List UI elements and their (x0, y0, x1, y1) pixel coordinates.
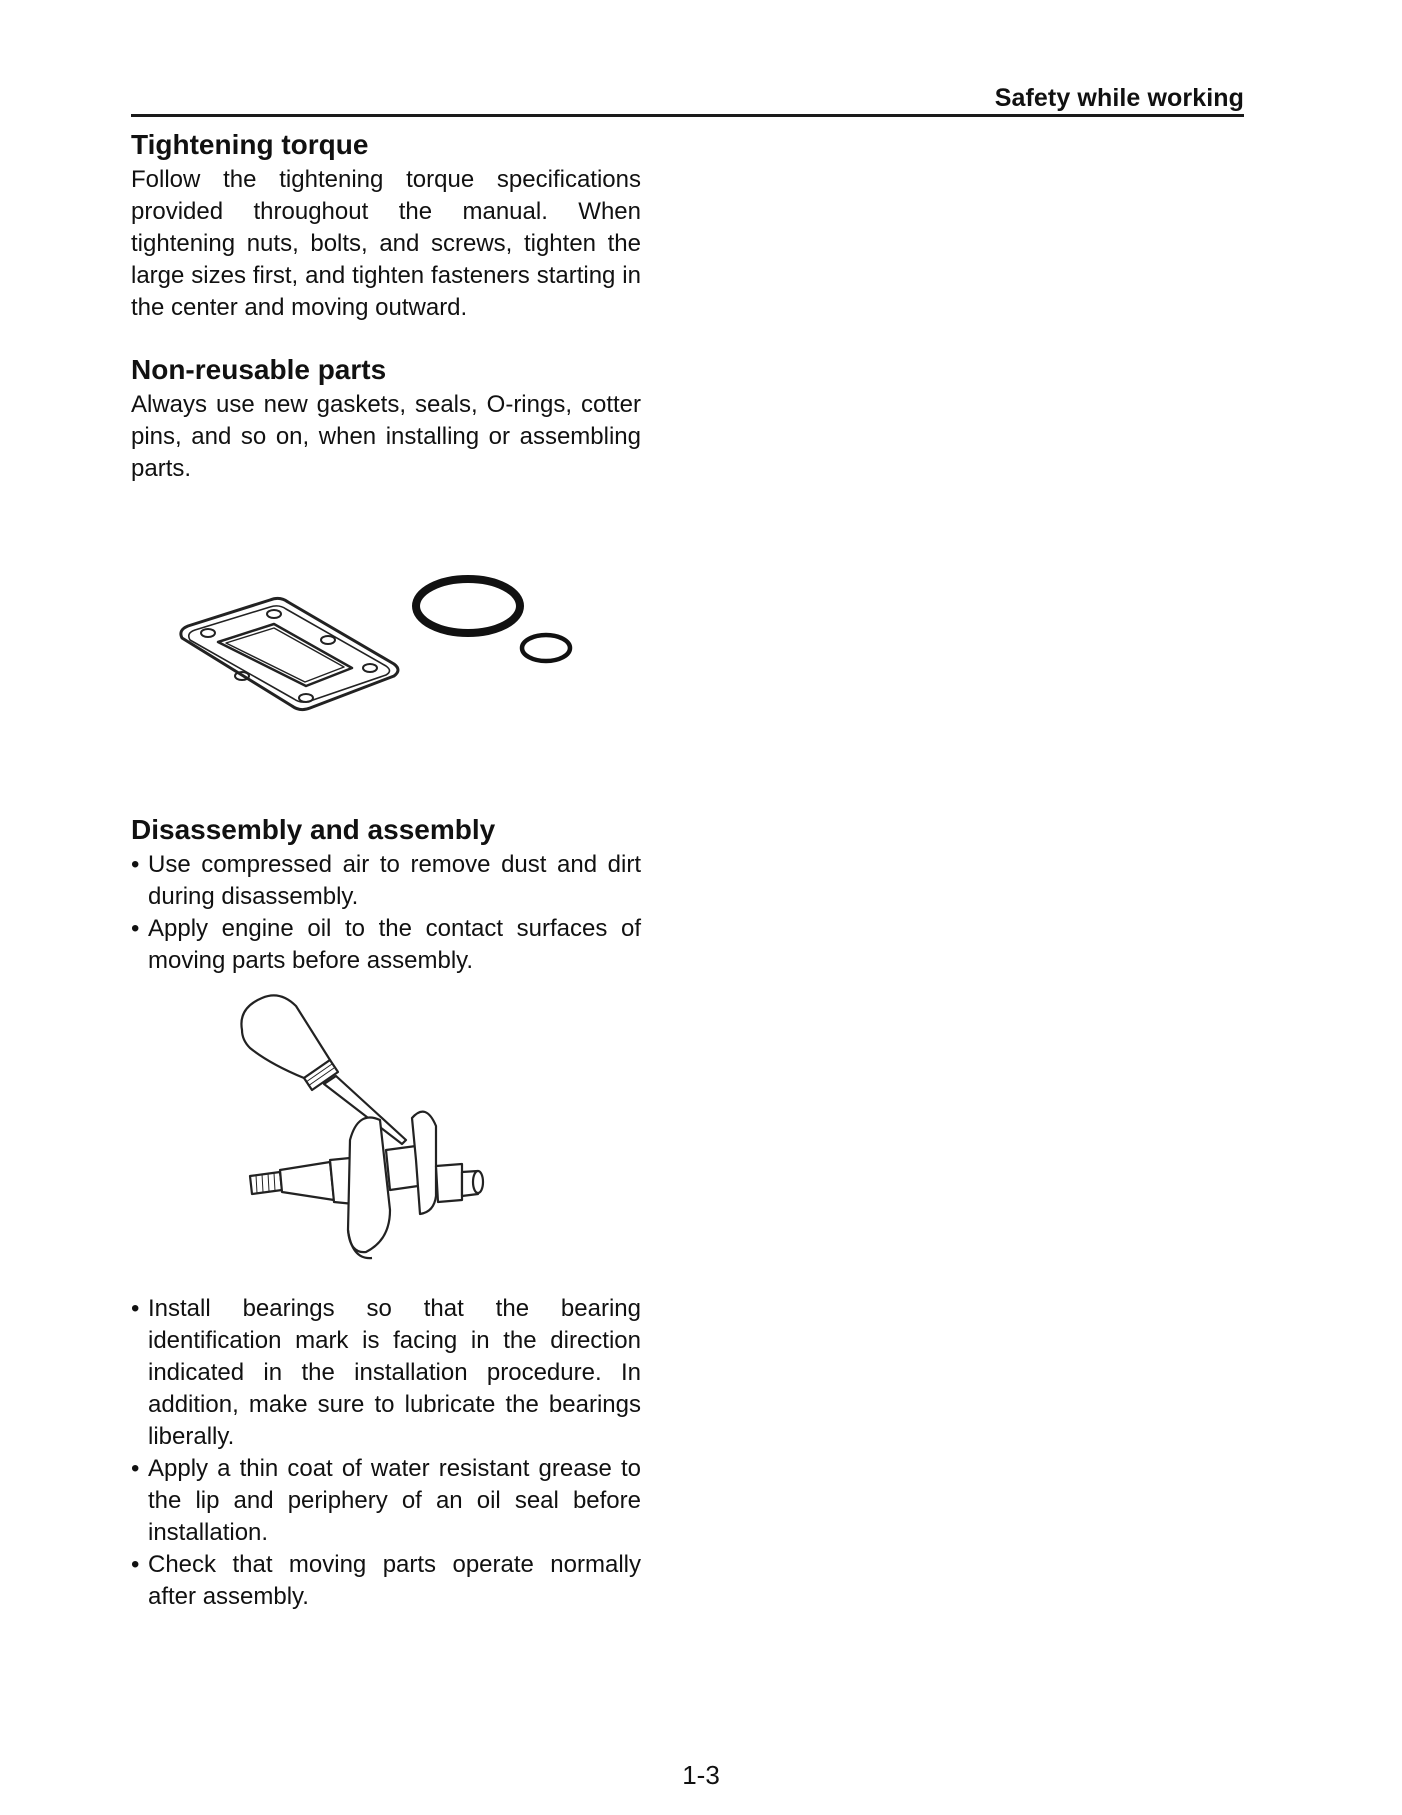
oiling-figure-svg (240, 990, 520, 1280)
bullet-list-a (131, 849, 641, 977)
section-disassembly-continued (131, 1293, 641, 1613)
list-item: • Install bearings so that the bearing identification mark is facing in the direction indicated in the installation procedure. In addition, make sure to lubricate the bearings liberally. (131, 1293, 641, 1453)
heading-disassembly-and-assembly: Disassembly and assembly (131, 814, 496, 845)
running-header: Safety while working (994, 84, 1244, 112)
list-item: • Apply a thin coat of water resistant grease to the lip and periphery of an oil seal before installation. (131, 1453, 641, 1549)
section-tightening-torque (131, 128, 641, 324)
gasket-icon (181, 598, 398, 709)
gasket-figure-svg (170, 560, 590, 730)
small-o-ring-icon (522, 635, 570, 661)
gasket-and-o-rings-illustration (170, 560, 590, 730)
oil-can-and-crankshaft-illustration (240, 990, 520, 1280)
list-item: • Apply engine oil to the contact surfaces of moving parts before assembly. (131, 913, 641, 977)
heading-tightening-torque: Tightening torque (131, 129, 369, 160)
crankshaft-icon (250, 1112, 483, 1259)
list-item: • Use compressed air to remove dust and dirt during disassembly. (131, 849, 641, 913)
bullet-list-b (131, 1293, 641, 1613)
heading-non-reusable-parts: Non-reusable parts (131, 354, 387, 385)
large-o-ring-icon (416, 579, 520, 633)
oil-can-icon (241, 995, 406, 1144)
paragraph-non-reusable-parts: Always use new gaskets, seals, O-rings, cotter pins, and so on, when installing or assembling parts. (131, 391, 641, 482)
page-number: 1-3 (682, 1760, 720, 1790)
header-divider (131, 114, 1244, 117)
section-non-reusable-parts (131, 353, 641, 485)
list-item: • Check that moving parts operate normally after assembly. (131, 1549, 641, 1613)
paragraph-tightening-torque: Follow the tightening torque specifications provided throughout the manual. When tightening nuts, bolts, and screws, tighten the large sizes first, and tighten fasteners starting in the center and moving outward. (131, 166, 641, 321)
section-disassembly-and-assembly (131, 813, 641, 977)
